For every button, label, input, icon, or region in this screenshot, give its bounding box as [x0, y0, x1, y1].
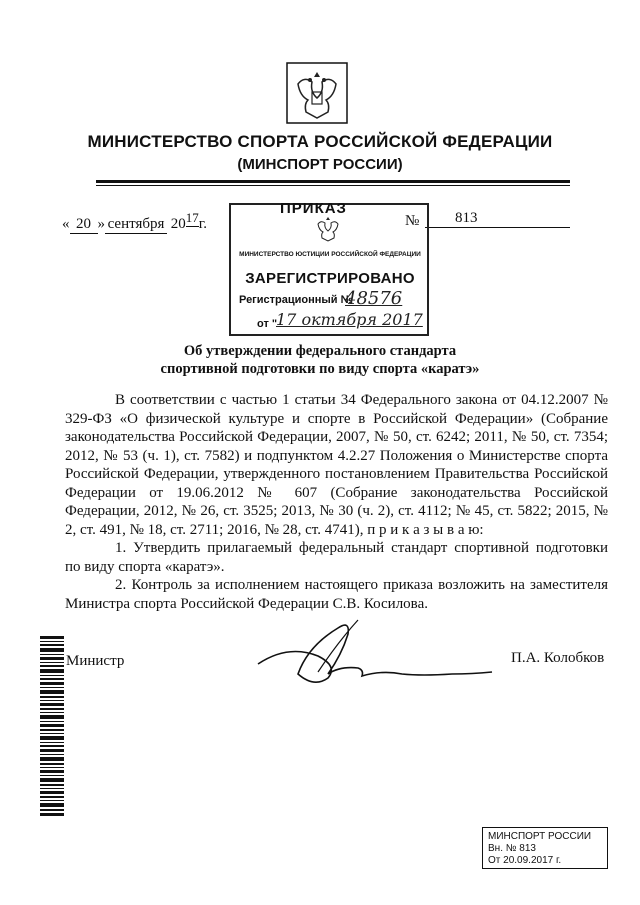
stamp-date-label: от " [257, 318, 278, 330]
ministry-short-title: (МИНСПОРТ РОССИИ) [237, 156, 403, 173]
coat-of-arms-icon [286, 62, 348, 124]
handwritten-signature [248, 612, 498, 692]
stamp-ministry-of-justice: МИНИСТЕРСТВО ЮСТИЦИИ РОССИЙСКОЙ ФЕДЕРАЦИИ [239, 251, 421, 258]
order-number: 813 [425, 210, 570, 228]
stamp-reg-number-label: Регистрационный № [239, 294, 353, 306]
order-title-line2: спортивной подготовки по виду спорта «каратэ» [160, 361, 480, 377]
signatory-position: Министр [66, 653, 125, 669]
order-title [0, 342, 640, 378]
order-body [65, 391, 608, 613]
stamp-emblem-icon [313, 214, 343, 244]
date-quote-open: « [62, 216, 70, 232]
order-date [62, 210, 207, 234]
date-year-abbr: г. [198, 216, 207, 232]
stamp-reg-number: 48576 [345, 288, 403, 309]
date-year-suffix: 17 [185, 210, 199, 225]
doc-type-heading: ПРИКАЗ [280, 200, 347, 217]
order-item-2: 2. Контроль за исполнением настоящего приказа возложить на заместителя Министра спорта Российской Федерации С.В. Косилова. [65, 577, 608, 612]
order-number-label: № [405, 213, 420, 229]
order-preamble: В соответствии с частью 1 статьи 34 Федерального закона от 04.12.2007 № 329-ФЗ «О физической культуре и спорте в Российской Федерации» (Собрание законодательства Российской Федерации, 2007, № 50, ст. 6242; 2011, № 50, ст. 7354; 2012, № 53 (ч. 1), ст. 7582) и подпунктом 4.2.27 Положения о Министерстве спорта Российской Федерации, утвержденного постановлением Правительства Российской Федерации от 19.06.2012 № 607 (Собрание законодательства Российской Федерации, 2012, № 26, ст. 3525; 2013, № 30 (ч. 2), ст. 4112; № 45, ст. 5822; 2015, № 2, ст. 491, № 18, ст. 2711; 2016, № 28, ст. 4741), п р и к а з ы в а ю: [65, 392, 608, 538]
date-day: 20 [70, 216, 98, 234]
header-rule [96, 180, 570, 183]
stamp-reg-date: 17 октября 2017 [276, 310, 423, 329]
order-title-line1: Об утверждении федерального стандарта [183, 343, 457, 359]
registry-date: От 20.09.2017 г. [488, 855, 562, 866]
order-item-1: 1. Утвердить прилагаемый федеральный стандарт спортивной подготовки по виду спорта «каратэ». [65, 540, 608, 575]
registry-org: МИНСПОРТ РОССИИ [488, 831, 592, 842]
date-quote-close: » [97, 216, 105, 232]
header-rule-thin [96, 185, 570, 186]
barcode-icon [40, 636, 64, 816]
date-month: сентября [105, 216, 167, 234]
incoming-registry-box [482, 827, 608, 869]
stamp-registered: ЗАРЕГИСТРИРОВАНО [245, 270, 415, 287]
signatory-name: П.А. Колобков [511, 650, 605, 666]
date-year-prefix: 20 [170, 216, 186, 232]
ministry-title: МИНИСТЕРСТВО СПОРТА РОССИЙСКОЙ ФЕДЕРАЦИИ [87, 132, 553, 151]
registry-number: Вн. № 813 [488, 843, 536, 854]
